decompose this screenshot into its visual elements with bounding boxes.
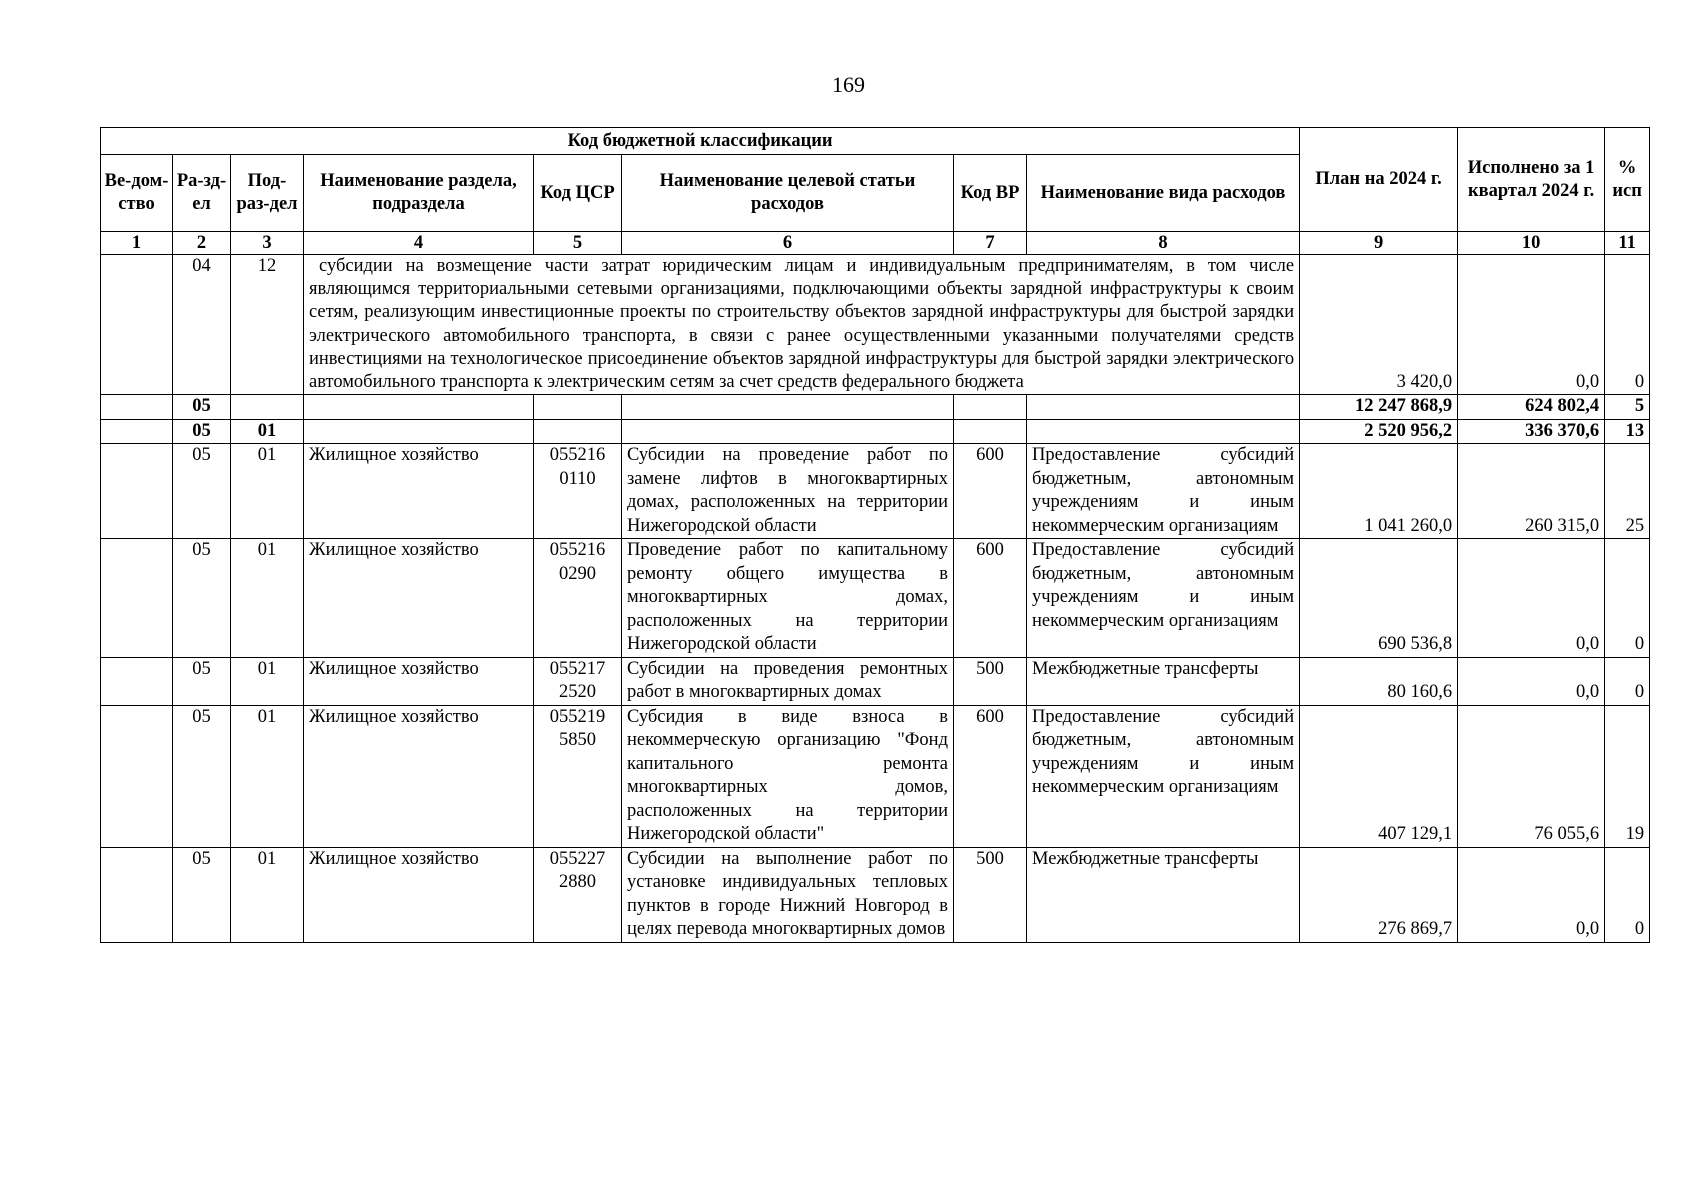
percent-cell: 0	[1605, 255, 1650, 395]
executed-cell: 0,0	[1458, 847, 1605, 942]
target-item-cell	[622, 419, 954, 444]
column-number: 9	[1300, 232, 1458, 255]
razdel-cell: 05	[173, 395, 231, 420]
table-row	[101, 444, 1650, 539]
percent-cell: 0	[1605, 847, 1650, 942]
plan-cell: 690 536,8	[1300, 539, 1458, 658]
table-row	[101, 255, 1650, 395]
expense-type-cell: Предоставление субсидий бюджетным, автономным учреждениям и иным некоммерческим организациям	[1027, 444, 1300, 539]
razdel-cell: 05	[173, 419, 231, 444]
table-row	[101, 705, 1650, 847]
column-number: 1	[101, 232, 173, 255]
table-row	[101, 847, 1650, 942]
podrazdel-cell: 12	[231, 255, 304, 395]
plan-cell: 80 160,6	[1300, 657, 1458, 705]
razdel-cell: 05	[173, 847, 231, 942]
csr-code-cell: 055217 2520	[534, 657, 622, 705]
table-row	[101, 657, 1650, 705]
plan-cell: 2 520 956,2	[1300, 419, 1458, 444]
executed-cell: 76 055,6	[1458, 705, 1605, 847]
plan-cell: 12 247 868,9	[1300, 395, 1458, 420]
vr-code-header: Код ВР	[954, 155, 1027, 232]
expense-type-cell: Предоставление субсидий бюджетным, автономным учреждениям и иным некоммерческим организациям	[1027, 539, 1300, 658]
expense-type-cell: Межбюджетные трансферты	[1027, 657, 1300, 705]
section-name-cell: Жилищное хозяйство	[304, 705, 534, 847]
column-number: 7	[954, 232, 1027, 255]
podrazdel-cell: 01	[231, 539, 304, 658]
razdel-header: Ра-зд-ел	[173, 155, 231, 232]
table-row-subsection-total	[101, 419, 1650, 444]
vedomstvo-cell	[101, 419, 173, 444]
vr-code-cell	[954, 395, 1027, 420]
target-item-cell: Субсидия в виде взноса в некоммерческую организацию "Фонд капитального ремонта многоквартирных домов, расположенных на территории Нижегородской области"	[622, 705, 954, 847]
column-number: 5	[534, 232, 622, 255]
target-item-cell	[622, 395, 954, 420]
csr-code-cell: 055219 5850	[534, 705, 622, 847]
column-number: 2	[173, 232, 231, 255]
vr-code-cell: 600	[954, 444, 1027, 539]
podrazdel-cell: 01	[231, 705, 304, 847]
plan-cell: 407 129,1	[1300, 705, 1458, 847]
podrazdel-cell: 01	[231, 444, 304, 539]
csr-code-cell	[534, 419, 622, 444]
executed-cell: 260 315,0	[1458, 444, 1605, 539]
vr-code-cell: 500	[954, 657, 1027, 705]
plan-header: План на 2024 г.	[1300, 128, 1458, 232]
percent-cell: 25	[1605, 444, 1650, 539]
plan-cell: 1 041 260,0	[1300, 444, 1458, 539]
expense-type-cell	[1027, 419, 1300, 444]
column-number: 8	[1027, 232, 1300, 255]
section-name-cell: Жилищное хозяйство	[304, 444, 534, 539]
section-name-cell: Жилищное хозяйство	[304, 539, 534, 658]
expense-type-cell: Предоставление субсидий бюджетным, автономным учреждениям и иным некоммерческим организациям	[1027, 705, 1300, 847]
page-number: 169	[832, 72, 865, 97]
vr-code-cell: 500	[954, 847, 1027, 942]
executed-cell: 624 802,4	[1458, 395, 1605, 420]
header-row-group	[101, 128, 1650, 155]
vedomstvo-cell	[101, 255, 173, 395]
executed-cell: 0,0	[1458, 539, 1605, 658]
podrazdel-cell: 01	[231, 419, 304, 444]
podrazdel-cell: 01	[231, 847, 304, 942]
executed-header: Исполнено за 1 квартал 2024 г.	[1458, 128, 1605, 232]
vedomstvo-cell	[101, 705, 173, 847]
vedomstvo-cell	[101, 395, 173, 420]
percent-cell: 19	[1605, 705, 1650, 847]
section-name-cell	[304, 419, 534, 444]
target-item-cell: Проведение работ по капитальному ремонту общего имущества в многоквартирных домах, расположенных на территории Нижегородской области	[622, 539, 954, 658]
razdel-cell: 05	[173, 444, 231, 539]
vr-code-cell: 600	[954, 539, 1027, 658]
razdel-cell: 05	[173, 539, 231, 658]
target-item-cell: Субсидии на выполнение работ по установке индивидуальных тепловых пунктов в городе Нижний Новгород в целях перевода многоквартирных домов	[622, 847, 954, 942]
budget-classification-header: Код бюджетной классификации	[101, 128, 1300, 155]
target-item-cell: Субсидии на проведение работ по замене лифтов в многоквартирных домах, расположенных на территории Нижегородской области	[622, 444, 954, 539]
executed-cell: 0,0	[1458, 255, 1605, 395]
vedomstvo-cell	[101, 539, 173, 658]
column-number: 6	[622, 232, 954, 255]
percent-cell: 5	[1605, 395, 1650, 420]
vedomstvo-cell	[101, 444, 173, 539]
vedomstvo-cell	[101, 847, 173, 942]
column-number: 11	[1605, 232, 1650, 255]
vedomstvo-cell	[101, 657, 173, 705]
plan-cell: 276 869,7	[1300, 847, 1458, 942]
csr-code-cell	[534, 395, 622, 420]
percent-cell: 0	[1605, 539, 1650, 658]
podrazdel-cell	[231, 395, 304, 420]
table-row-section-total	[101, 395, 1650, 420]
column-number: 10	[1458, 232, 1605, 255]
expense-type-cell: Межбюджетные трансферты	[1027, 847, 1300, 942]
vedomstvo-header: Ве-дом-ство	[101, 155, 173, 232]
section-name-cell: Жилищное хозяйство	[304, 847, 534, 942]
csr-code-cell: 055216 0110	[534, 444, 622, 539]
section-name-header: Наименование раздела, подраздела	[304, 155, 534, 232]
percent-cell: 0	[1605, 657, 1650, 705]
merged-description-cell: субсидии на возмещение части затрат юридическим лицам и индивидуальным предпринимателям, в том числе являющимся территориальными сетевыми организациями, подключающими объекты зарядной инфраструктуры к своим сетям, реализующим инвестиционные проекты по строительству объектов зарядной инфраструктуры для быстрой зарядки электрического автомобильного транспорта, в связи с ранее осуществленными указанными получателями средств инвестициями на технологическое присоединение объектов зарядной инфраструктуры для быстрой зарядки электрического автомобильного транспорта к электрическим сетям за счет средств федерального бюджета	[304, 255, 1300, 395]
column-number-row	[101, 232, 1650, 255]
csr-code-cell: 055227 2880	[534, 847, 622, 942]
razdel-cell: 04	[173, 255, 231, 395]
plan-cell: 3 420,0	[1300, 255, 1458, 395]
razdel-cell: 05	[173, 657, 231, 705]
target-item-header: Наименование целевой статьи расходов	[622, 155, 954, 232]
vr-code-cell	[954, 419, 1027, 444]
vr-code-cell: 600	[954, 705, 1027, 847]
csr-code-header: Код ЦСР	[534, 155, 622, 232]
table-row	[101, 539, 1650, 658]
executed-cell: 0,0	[1458, 657, 1605, 705]
razdel-cell: 05	[173, 705, 231, 847]
column-number: 4	[304, 232, 534, 255]
section-name-cell: Жилищное хозяйство	[304, 657, 534, 705]
expense-type-header: Наименование вида расходов	[1027, 155, 1300, 232]
percent-header: % исп	[1605, 128, 1650, 232]
expense-type-cell	[1027, 395, 1300, 420]
podrazdel-header: Под-раз-дел	[231, 155, 304, 232]
percent-cell: 13	[1605, 419, 1650, 444]
target-item-cell: Субсидии на проведения ремонтных работ в многоквартирных домах	[622, 657, 954, 705]
executed-cell: 336 370,6	[1458, 419, 1605, 444]
section-name-cell	[304, 395, 534, 420]
podrazdel-cell: 01	[231, 657, 304, 705]
csr-code-cell: 055216 0290	[534, 539, 622, 658]
budget-table	[100, 127, 1650, 943]
column-number: 3	[231, 232, 304, 255]
